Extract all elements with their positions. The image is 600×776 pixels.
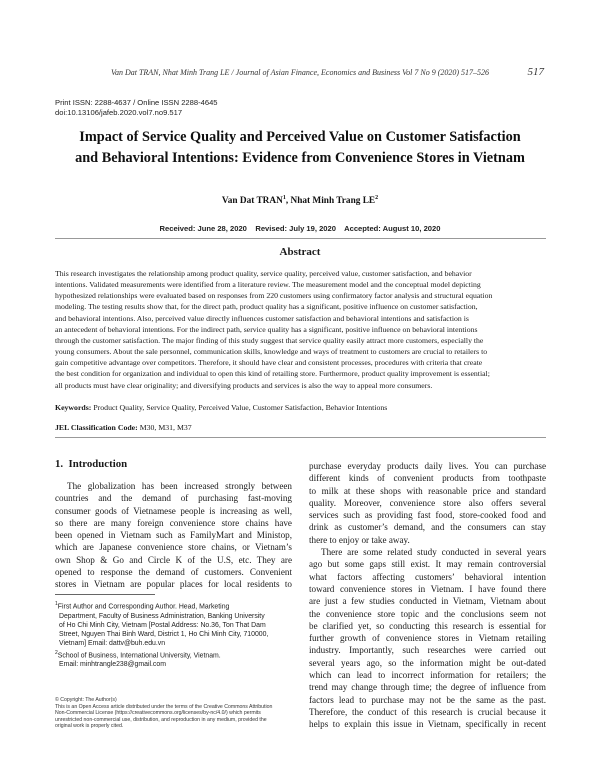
body-line: quality. Moreover, convenience store also offers several: [309, 497, 546, 508]
abstract-line: modeling. The testing results show that, for the direct path, product quality has a significant, positive influence on customer satisfaction,: [55, 302, 478, 312]
body-line: The globalization has been increased strongly between: [67, 481, 292, 491]
body-line: ago but some gaps still exist. It may remain controversial: [309, 559, 546, 570]
body-line: purchase everyday products daily lives. You can purchase: [309, 461, 546, 471]
abstract-line: and behavioral intentions. Also, perceived value directly influences customer satisfaction and behavioral intentions and satisfaction is: [55, 313, 469, 323]
body-line: be clarified yet, so conducting this research is essential for: [309, 620, 546, 631]
abstract-line: This research investigates the relationship among product quality, service quality, perceived value, customer satisfaction, and behavior: [55, 269, 472, 278]
body-line: which are Japanese convenience store chains, or Vietnam’s: [55, 542, 292, 553]
body-line: drink as customer’s demand, and the consumers can stay: [309, 522, 546, 533]
abstract-heading: Abstract: [279, 246, 321, 258]
body-line: stores in Vietnam are popular places for local residents to: [55, 579, 292, 590]
footnote-line: of Ho Chi Minh City, Vietnam [Postal Address: No.36, Ton That Dam: [59, 621, 266, 629]
body-line: further growth of convenience stores in Vietnam retailing: [309, 633, 546, 644]
abstract-body: [55, 268, 546, 391]
body-line: countries and the demand of purchasing fast-moving: [55, 493, 292, 504]
doi-line: doi:10.13106/jafeb.2020.vol7.no9.517: [55, 108, 183, 117]
section-heading-introduction: 1. Introduction: [55, 458, 128, 470]
abstract-line: an antecedent of behavioral intentions. For the indirect path, service quality has a significant, positive influence on behavioral intentions: [55, 324, 478, 334]
abstract-line: through the customer satisfaction. The major finding of this study suggest that service quality easily attract more customers, especially the: [55, 335, 484, 345]
body-column-right: [309, 460, 546, 731]
footnote-line: Street, Nguyen Thai Binh Ward, District 1, Ho Chi Minh City, 710000,: [59, 631, 269, 639]
body-line: been opened in Vietnam such as FamilyMart and Ministop,: [55, 530, 292, 541]
jel-classification: [55, 423, 546, 432]
body-line: trend may change through time; the degree of influence from: [309, 682, 546, 693]
body-line: opened to response the demand of customers. Convenient: [55, 567, 292, 578]
abstract-line: the best condition for organization and individual to open this kind of retailing store. Furthermore, product quality improvement is essential;: [55, 369, 490, 379]
article-title: [40, 127, 560, 169]
footnotes: [55, 600, 295, 670]
body-line: services such as providing fast food, store-cooked food and: [309, 510, 546, 521]
body-line: toward convenience stores in Vietnam. I have found there: [309, 583, 546, 594]
abstract-line: hypothesized relationships were evaluated based on responses from 220 customers using confirmatory factor analysis and structural equation: [55, 291, 493, 301]
divider-top: [55, 238, 546, 239]
abstract-line: intentions. Validated measurements were identified from a literature review. The measurement model and the conceptual model depicting: [55, 280, 481, 290]
body-line: which can lead to incorrect information for retailers; the: [309, 670, 546, 681]
author-1-mark: 1: [282, 195, 286, 201]
body-line: own Shop & Go and Circle K of the U.S, etc. They are: [55, 554, 292, 565]
license-line: original work is properly cited.: [55, 723, 124, 730]
license-line: Non-Commercial License (https://creativecommons.org/licenses/by-nc/4.0/) which permits: [55, 710, 261, 717]
author-1-mark: 1: [55, 601, 58, 607]
author-2-name: Nhat Minh Trang LE: [290, 196, 376, 207]
body-column-left: [55, 480, 292, 591]
body-line: so there are many foreign convenience store chains have: [55, 517, 292, 528]
footnote-line: Email: minhtrangle238@gmail.com: [59, 661, 166, 669]
author-list: [0, 195, 600, 206]
issn-line: Print ISSN: 2288-4637 / Online ISSN 2288-4645: [55, 98, 218, 107]
running-head: Van Dat TRAN, Nhat Minh Trang LE / Journal of Asian Finance, Economics and Business Vol 7 No 9 (2020) 517–526: [110, 68, 490, 77]
author-1-name: Van Dat TRAN: [221, 196, 283, 207]
footnote-line: $^1$First Author and Corresponding Author. Head, Marketing: [55, 601, 230, 611]
footnote-line: $^2$School of Business, International University, Vietnam.: [55, 649, 221, 660]
body-line: consumer goods of Vietnamese people is increasing as well,: [55, 505, 292, 516]
body-line: There are some related study conducted in several years: [321, 547, 546, 558]
author-2-mark: 2: [55, 649, 58, 656]
body-line: the convenience store topic and the conclusions seem not: [309, 608, 546, 619]
body-line: there to enjoy or take away.: [309, 534, 410, 545]
license-notice: [55, 697, 295, 730]
license-line: This is an Open Access article distributed under the terms of the Creative Commons Attribution: [55, 703, 273, 710]
body-line: different kinds of convenient products from toothpaste: [309, 473, 546, 484]
author-separator: ,: [285, 196, 291, 207]
footnote-divider: [55, 594, 155, 595]
title-line-1: Impact of Service Quality and Perceived Value on Customer Satisfaction: [79, 129, 521, 145]
body-line: Therefore, the conduct of this research is crucial because it: [309, 706, 546, 717]
divider-bottom: [55, 437, 546, 438]
jel-codes: M30, M31, M37: [137, 423, 192, 432]
abstract-line: young consumers. About the sale personnel, communication skills, knowledge and ways of treatment to customers are crucial to retailers to: [55, 347, 488, 357]
body-line: are just a few studies conducted in Vietnam, Vietnam about: [309, 596, 546, 607]
footnote-line: Vietnam] Email: dattv@buh.edu.vn: [59, 640, 166, 648]
body-line: factors lead to purchase may not be the same as the past.: [309, 694, 546, 705]
title-line-2: and Behavioral Intentions: Evidence from Convenience Stores in Vietnam: [75, 150, 525, 166]
keywords-label: Keywords:: [55, 403, 92, 412]
submission-dates: Received: June 28, 2020 Revised: July 19, 2020 Accepted: August 10, 2020: [159, 224, 441, 233]
body-line: industry. Importantly, such researches were carried out: [309, 645, 546, 656]
abstract-line: all products must have clear originality; and diversifying products and services is also the way to appeal more consumers.: [55, 380, 433, 390]
abstract-line: gain competitive advantage over competitors. Therefore, it should have clear and consistent processes, procedures with criteria that create: [55, 358, 483, 368]
body-line: several years ago, so the information might be out-dated: [309, 657, 546, 668]
jel-label: JEL Classification Code:: [55, 423, 138, 432]
author-2-mark: 2: [375, 195, 379, 201]
page-number: 517: [527, 66, 544, 78]
license-line: unrestricted non-commercial use, distribution, and reproduction in any medium, provided the: [55, 716, 267, 723]
body-line: to milk at these shops with reasonable price and standard: [309, 485, 546, 496]
body-line: helps to explain this issue in Vietnam, specifically in recent: [309, 719, 546, 730]
keywords: [55, 403, 546, 412]
body-line: what factors affecting customers’ behavioral intention: [309, 571, 546, 582]
license-line: © Copyright: The Author(s): [55, 697, 117, 703]
keywords-text: Product Quality, Service Quality, Perceived Value, Customer Satisfaction, Behavior Intentions: [91, 403, 388, 412]
footnote-line: Department, Faculty of Business Administration, Banking University: [59, 612, 265, 620]
